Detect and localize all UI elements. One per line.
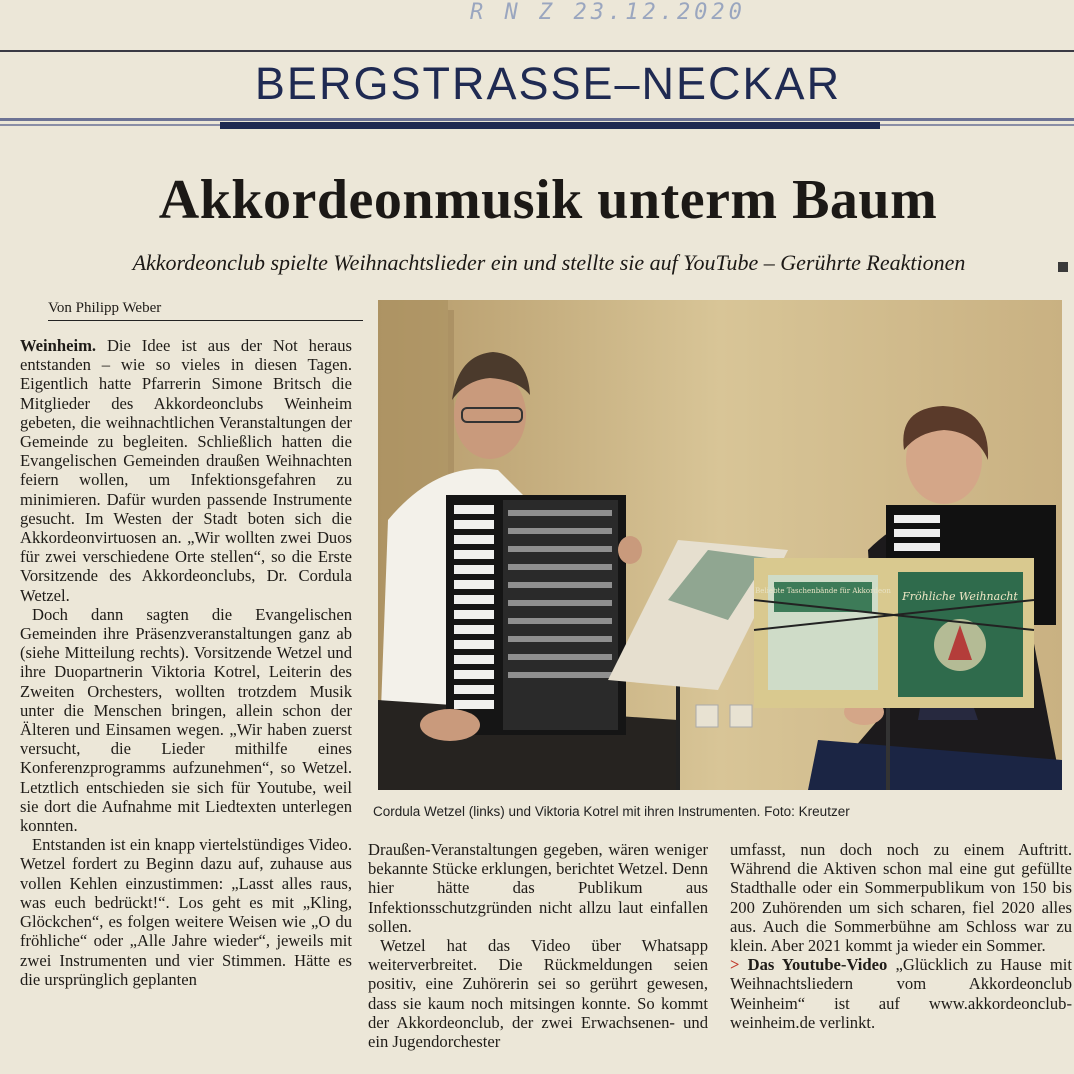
section-title: BERGSTRASSE–NECKAR [254, 58, 842, 109]
paragraph: Wetzel hat das Video über Whatsapp weiterverbreitet. Die Rückmeldungen seien positiv, eine Zuhörerin sei so gerührt gewesen, dass sie kaum noch mitsingen konnte. So kommt der Akkordeonclub, der zwei Erwachsenen- und ein Jugendorchester [368, 936, 708, 1052]
paragraph: umfasst, nun doch noch zu einem Auftritt. Während die Aktiven schon mal eine gut gefüllte Stadthalle oder ein Sommerpublikum von 150 bis 200 Zuhörenden um sich scharen, fiel 2020 alles aus. Auch die Sommerbühne am Schloss war zu klein. Aber 2021 kommt ja wieder ein Sommer. [730, 840, 1072, 956]
subheadline: Akkordeonclub spielte Weihnachtslieder ein und stellte sie auf YouTube – Gerührte Reaktionen [132, 250, 966, 275]
book-right-title: Fröhliche Weihnacht [902, 590, 1018, 603]
paragraph: Entstanden ist ein knapp viertelstündiges Video. Wetzel fordert zu Beginn dazu auf, zuhause aus vollen Kehlen einzustimmen: „Lasst alles raus, was euch bedrückt!“. Los geht es mit „Kling, Glöckchen“, es folgen weitere Weisen wie „O du fröhliche“ oder „Alle Jahre wieder“, jeweils mit zwei Instrumenten und vier Stimmen. Hätte es die ursprünglich geplanten [20, 835, 352, 989]
column-marker [1058, 262, 1068, 272]
paragraph: Weinheim. Die Idee ist aus der Not heraus entstanden – wie so vieles in diesen Tagen. Eigentlich hatte Pfarrerin Simone Britsch die Mitglieder des Akkordeonclubs Weinheim gebeten, die weihnachtlichen Veranstaltungen der Gemeinde zu begleiten. Schließlich hatten die Evangelischen Gemeinden draußen Weihnachten feiern wollen, um Infektionsgefahren zu minimieren. Dafür wurden passende Instrumente gesucht. Im Westen der Stadt boten sich die Akkordeonvirtuosen an. „Wir wollten zwei Duos für zwei verschiedene Orte stellen“, so die Erste Vorsitzende des Akkordeonclubs, Dr. Cordula Wetzel. [20, 336, 352, 605]
article-column-3 [730, 840, 1072, 1032]
video-label: Das Youtube-Video [747, 955, 888, 975]
book-left-title: Beliebte Taschenbände für Akkordeon [755, 587, 891, 595]
byline: Von Philipp Weber [48, 300, 363, 321]
section-rule-bar [220, 122, 880, 129]
video-text: „Glücklich zu Hause mit Weihnachtsliedern vom Akkordeonclub Weinheim“ ist auf www.akkordeonclub-weinheim.de verlinkt. [730, 955, 1072, 1032]
headline: Akkordeonmusik unterm Baum [158, 169, 938, 231]
article-column-2 [368, 840, 708, 1051]
article-photo [378, 300, 1062, 790]
section-rule [0, 118, 1074, 121]
photo-caption: Cordula Wetzel (links) und Viktoria Kotrel mit ihren Instrumenten. Foto: Kreutzer [373, 804, 850, 819]
top-rule [0, 50, 1074, 52]
arrow-icon: > [730, 955, 740, 975]
article-column-1 [20, 336, 352, 989]
video-note [730, 955, 1072, 1032]
handwritten-date-note: R N Z 23.12.2020 [470, 0, 746, 25]
paragraph: Doch dann sagten die Evangelischen Gemeinden ihre Präsenzveranstaltungen ganz ab (siehe Mitteilung rechts). Vorsitzende Wetzel und ihre Duopartnerin Viktoria Kotrel, Leiterin des Zweiten Orchesters, wollten trotzdem Musik unter die Menschen bringen, allein schon der Älteren und Einsamen wegen. „Wir haben zuerst versucht, die Lieder mithilfe eines Konferenzprogramms aufzunehmen“, so Wetzel. Letztlich entschieden sie sich für Youtube, weil sie dort die Aufnahme mit Liedtexten unterlegen konnten. [20, 604, 352, 836]
paragraph: Draußen-Veranstaltungen gegeben, wären weniger bekannte Stücke erklungen, berichtet Wetzel. Denn hier hätte das Publikum aus Infektionsschutzgründen nicht allzu laut einfallen sollen. [368, 840, 708, 936]
dateline: Weinheim. [20, 336, 97, 355]
